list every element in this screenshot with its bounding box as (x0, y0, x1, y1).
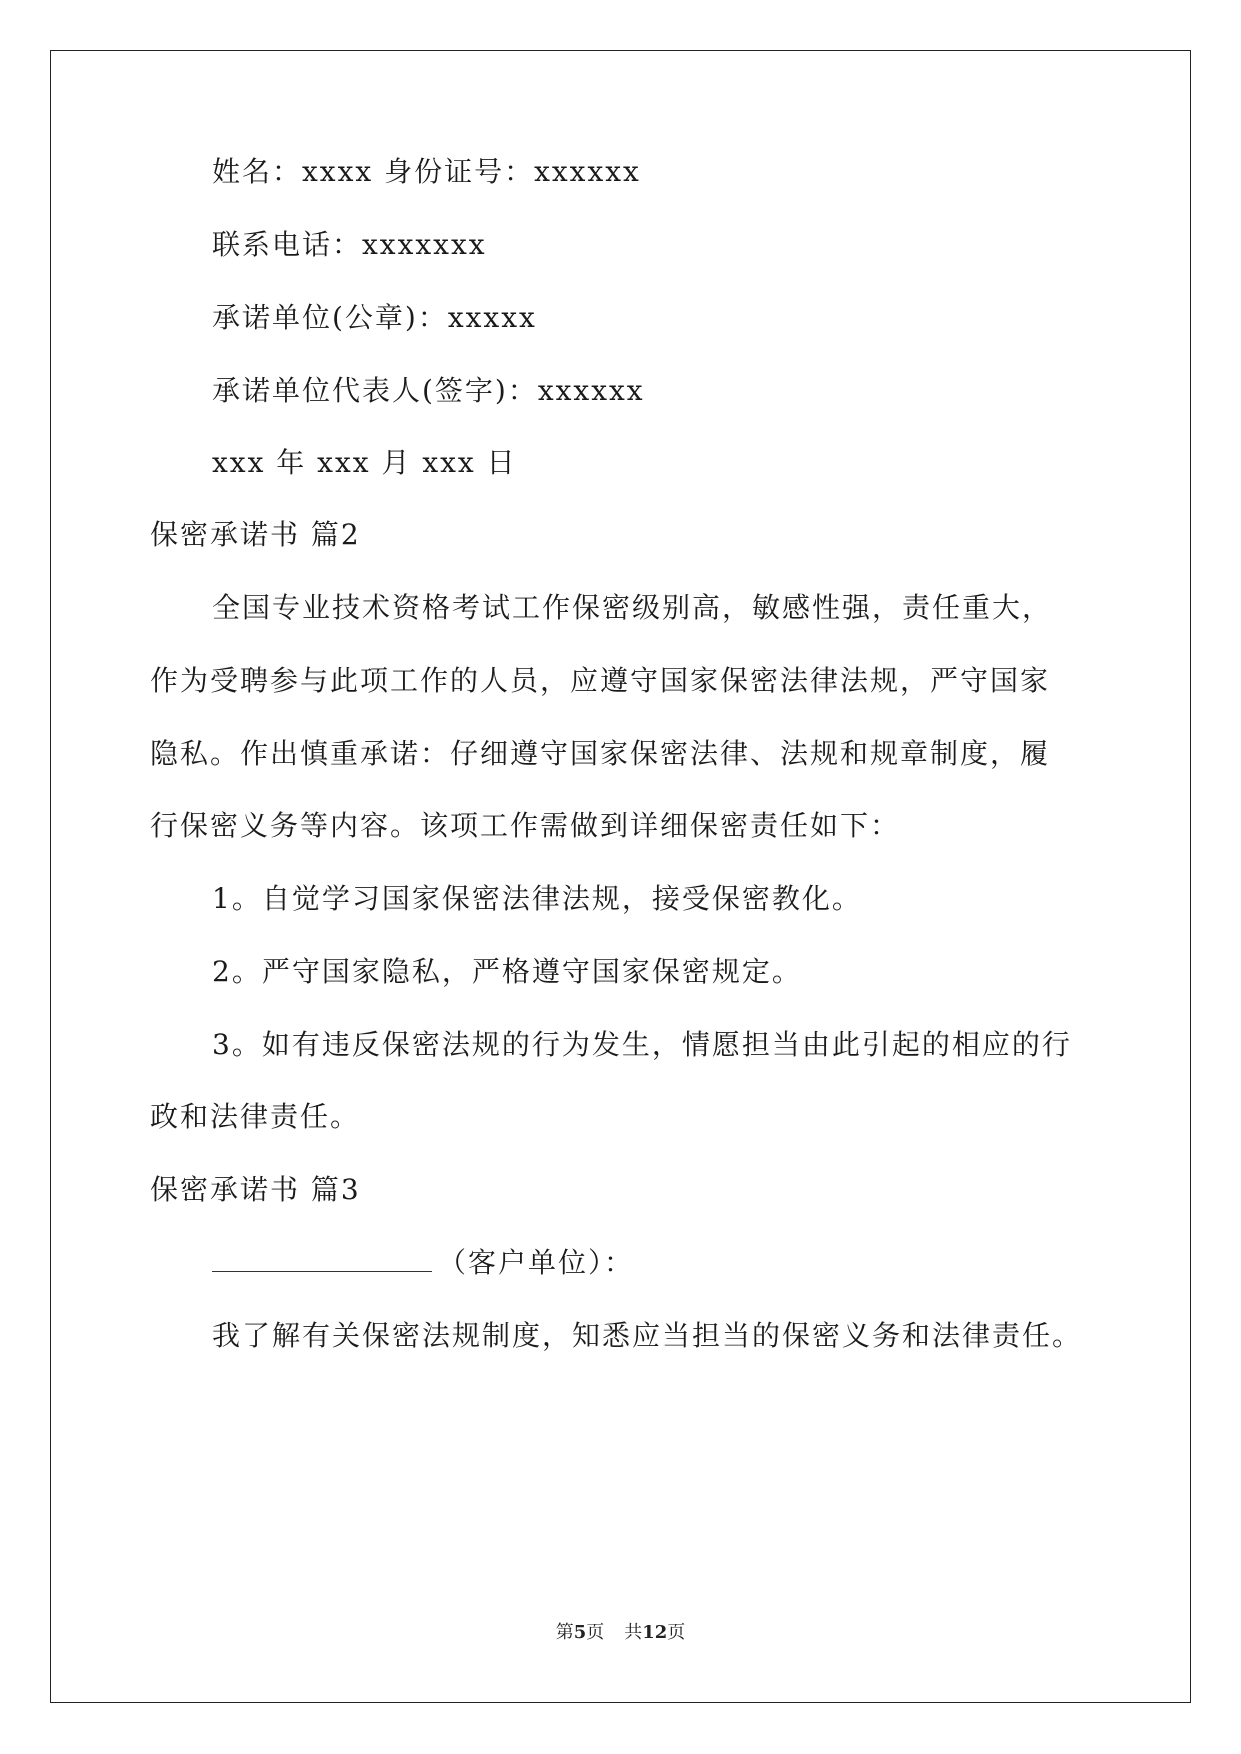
client-unit-line (212, 1243, 634, 1283)
paragraph-line: 全国专业技术资格考试工作保密级别高，敏感性强，责任重大， (212, 591, 1053, 624)
list-item-3-continued: 政和法律责任。 (150, 1100, 361, 1133)
paragraph-line: 隐私。作出慎重承诺：仔细遵守国家保密法律、法规和规章制度，履 (150, 737, 1051, 770)
list-item-3: 3。如有违反保密法规的行为发生，情愿担当由此引起的相应的行 (212, 1028, 1072, 1061)
date-line: xxx 年 xxx 月 xxx 日 (212, 446, 517, 479)
paragraph-line: 作为受聘参与此项工作的人员，应遵守国家保密法律法规，严守国家 (150, 664, 1051, 697)
fill-in-blank[interactable] (212, 1243, 432, 1272)
section-heading-3: 保密承诺书 篇3 (150, 1173, 361, 1206)
current-page-number: 5 (573, 1622, 587, 1643)
client-unit-label: （客户单位）： (438, 1246, 635, 1279)
paragraph-line: 我了解有关保密法规制度，知悉应当担当的保密义务和法律责任。 (212, 1319, 1083, 1352)
section-heading-2: 保密承诺书 篇2 (150, 518, 361, 551)
name-id-line: 姓名：xxxx 身份证号：xxxxxx (212, 155, 641, 188)
list-item-2: 2。严守国家隐私，严格遵守国家保密规定。 (212, 955, 802, 988)
paragraph-line: 行保密义务等内容。该项工作需做到详细保密责任如下： (150, 809, 901, 842)
total-page-number: 12 (642, 1622, 668, 1643)
unit-seal-line: 承诺单位(公章)：xxxxx (212, 301, 537, 334)
list-item-1: 1。自觉学习国家保密法律法规，接受保密教化。 (212, 882, 862, 915)
representative-line: 承诺单位代表人(签字)：xxxxxx (212, 374, 645, 407)
page-footer: 第5页 共12页 (555, 1622, 686, 1643)
phone-line: 联系电话：xxxxxxx (212, 228, 487, 261)
